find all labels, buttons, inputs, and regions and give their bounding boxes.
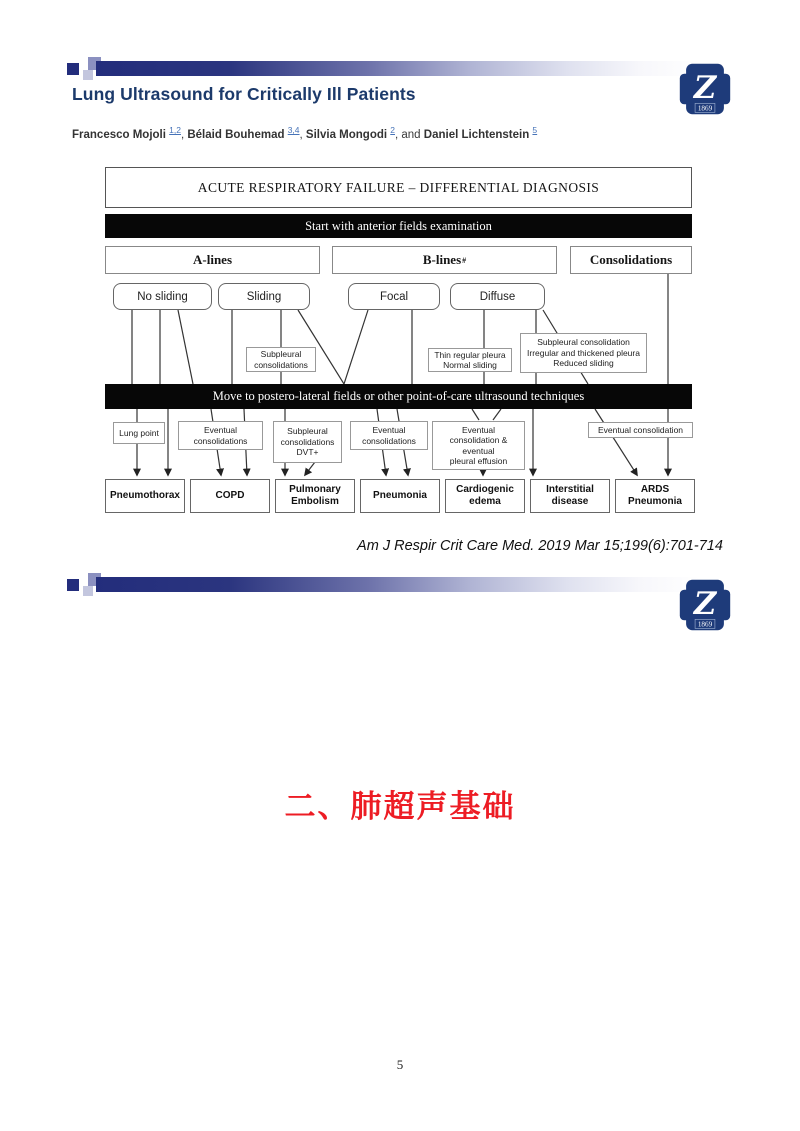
flowchart-outcome-interstitial-disease: Interstitial disease	[530, 479, 610, 513]
box-line: Subpleural	[287, 426, 328, 437]
flowchart-box-irregular-pleura	[520, 333, 647, 373]
flowchart-box-lung-point: Lung point	[113, 422, 165, 444]
logo-badge-icon	[678, 578, 732, 632]
flowchart-outcome-pulmonary-embolism: Pulmonary Embolism	[275, 479, 355, 513]
author-separator: , and	[395, 128, 424, 141]
box-line: Reduced sliding	[553, 358, 614, 369]
box-line: eventual	[462, 445, 495, 456]
author-line	[72, 125, 712, 141]
flowchart-box-eventual-consolidations-1	[178, 421, 263, 450]
flowchart-box-consolidations	[570, 246, 692, 274]
flowchart-step1-bar: Start with anterior fields examination	[105, 214, 692, 238]
author-affiliation-ref[interactable]: 1,2	[169, 125, 181, 135]
author-affiliation-ref[interactable]: 3,4	[287, 125, 300, 135]
box-label: A-lines	[193, 252, 232, 267]
logo-letter: Z	[693, 70, 717, 106]
header-gradient-bar	[96, 577, 700, 592]
box-line: Subpleural	[260, 349, 302, 359]
flowchart-box-subpleural-dvt	[273, 421, 342, 463]
flowchart-box-b-lines	[332, 246, 557, 274]
flowchart-box-eventual-consolidation-right: Eventual consolidation	[588, 422, 693, 438]
box-line: Eventual	[203, 425, 238, 435]
header-deco-square	[67, 63, 79, 75]
author-affiliation-ref[interactable]: 2	[390, 125, 395, 135]
author-name: Daniel Lichtenstein	[423, 128, 530, 141]
author-affiliation-ref[interactable]: 5	[532, 125, 538, 135]
logo-badge-icon	[678, 62, 732, 116]
flowchart-outcome-pneumonia: Pneumonia	[360, 479, 440, 513]
header-deco-square	[83, 586, 93, 596]
flowchart-title: ACUTE RESPIRATORY FAILURE – DIFFERENTIAL DIAGNOSIS	[105, 167, 692, 208]
box-line: DVT+	[296, 447, 319, 458]
box-label: B-lines	[422, 252, 462, 267]
flowchart-box-eventual-consolidations-2	[350, 421, 428, 450]
box-line: Normal sliding	[443, 360, 497, 370]
article-title: Lung Ultrasound for Critically Ill Patients	[72, 84, 416, 104]
author-name: Silvia Mongodi	[305, 128, 388, 141]
box-line: consolidations	[362, 435, 416, 446]
box-line: pleural effusion	[449, 456, 508, 466]
box-line: Thin regular pleura	[434, 349, 506, 360]
flowchart-box-thin-regular-pleura	[428, 348, 512, 372]
flowchart-outcome-copd: COPD	[190, 479, 270, 513]
author-name: Francesco Mojoli	[72, 128, 166, 141]
flowchart-box-subpleural-consolidations	[246, 347, 316, 372]
header-deco-square	[67, 579, 79, 591]
author-name: Bélaid Bouhemad	[187, 128, 285, 141]
box-line: Eventual	[372, 425, 406, 435]
header-deco-square	[83, 70, 93, 80]
flowchart-box-sliding: Sliding	[218, 283, 310, 310]
institution-logo	[678, 578, 732, 632]
author-separator: ,	[299, 128, 306, 141]
logo-year: 1869	[697, 104, 713, 113]
page-number: 5	[396, 1057, 404, 1072]
section-title: 二、肺超声基础	[284, 789, 516, 824]
flowchart-box-a-lines	[105, 246, 320, 274]
header-gradient-bar	[96, 61, 700, 76]
author-separator: ,	[180, 128, 188, 141]
box-line: consolidation &	[449, 435, 508, 445]
box-line: consolidations	[254, 359, 308, 370]
flowchart-box-focal: Focal	[348, 283, 440, 310]
box-line: consolidations	[193, 435, 248, 446]
journal-citation: Am J Respir Crit Care Med. 2019 Mar 15;199(6):701-714	[357, 538, 723, 554]
flowchart-outcome-cardiogenic-edema: Cardiogenic edema	[445, 479, 525, 513]
flowchart-step2-bar: Move to postero-lateral fields or other point-of-care ultrasound techniques	[105, 384, 692, 409]
footnote-mark: #	[462, 255, 467, 265]
flowchart-outcome-ards-pneumonia: ARDS Pneumonia	[615, 479, 695, 513]
institution-logo	[678, 62, 732, 116]
flowchart-box-diffuse: Diffuse	[450, 283, 545, 310]
logo-year: 1869	[697, 620, 713, 629]
flowchart-box-no-sliding: No sliding	[113, 283, 212, 310]
box-line: consolidations	[280, 436, 335, 447]
box-line: Eventual	[461, 424, 496, 435]
box-line: Subpleural consolidation	[537, 337, 630, 348]
differential-diagnosis-flowchart	[105, 163, 695, 515]
logo-letter: Z	[693, 586, 717, 622]
flowchart-outcome-pneumothorax: Pneumothorax	[105, 479, 185, 513]
box-line: Irregular and thickened pleura	[527, 347, 640, 358]
box-label: Consolidations	[589, 252, 673, 267]
flowchart-box-eventual-effusion	[432, 421, 525, 470]
